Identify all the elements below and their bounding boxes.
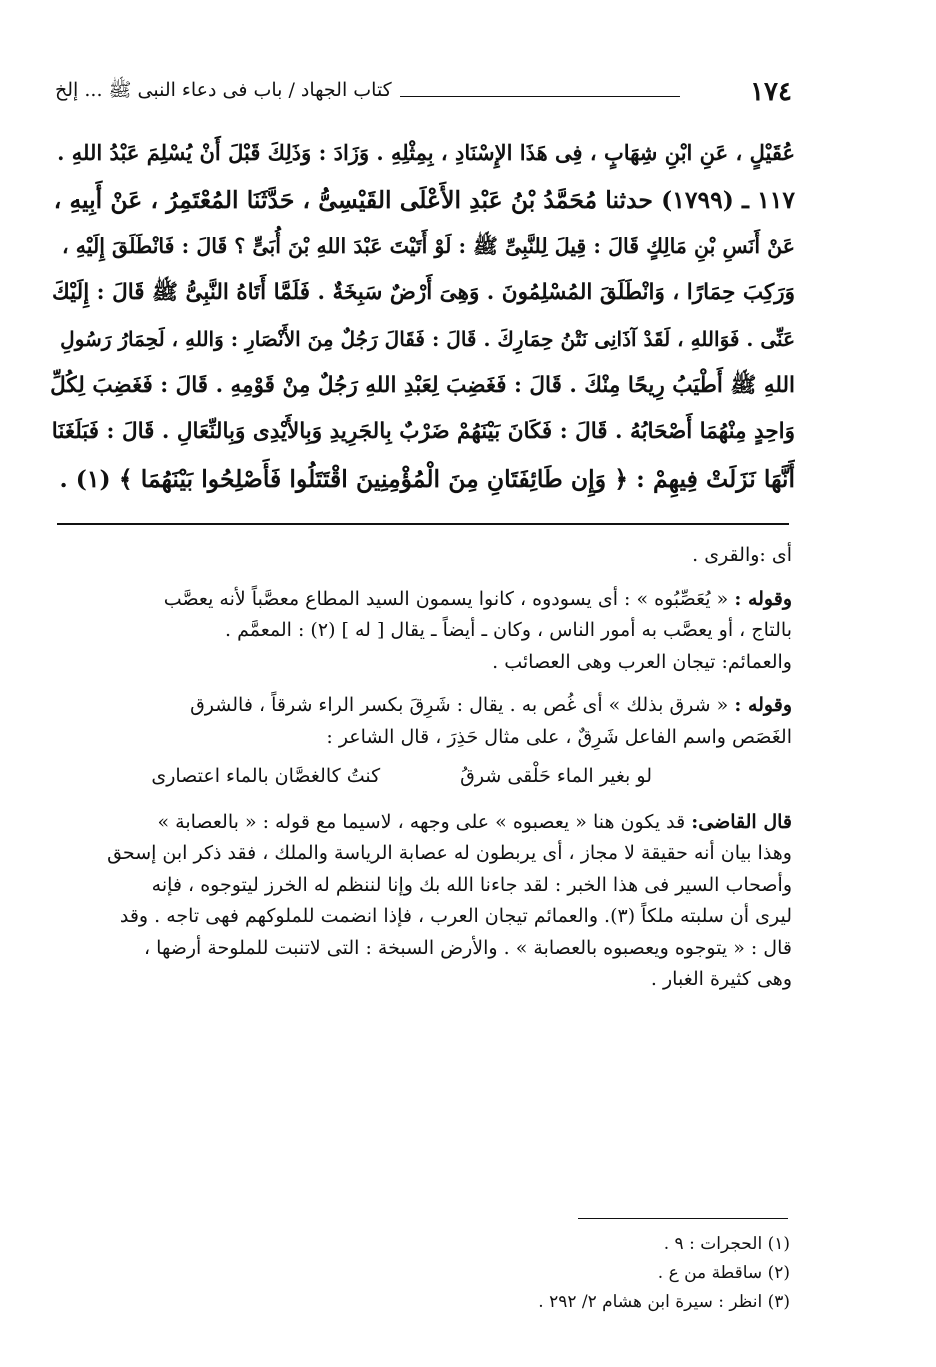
footnote: (١) الحجرات : ٩ . (663, 1234, 790, 1254)
hadith-line: وَرَكِبَ حِمَارًا ، وَانْطَلَقَ المُسْلِمُونَ . وَهِىَ أَرْضٌ سَبِخَةٌ . فَلَمَّا أَتَاهُ النَّبِىُّ ﷺ قَالَ : إِلَيْكَ (52, 279, 795, 305)
header-rule (400, 96, 680, 97)
footnote: (٢) ساقطة من ع . (657, 1263, 790, 1283)
hadith-line: وَاحِدٍ مِنْهُمَا أَصْحَابُهُ . قَالَ : فَكَانَ بَيْنَهُمْ ضَرْبٌ بِالجَرِيدِ وَبِالأَيْدِى وَبِالنِّعَالِ . قَالَ : فَبَلَغَنَا (51, 419, 795, 444)
commentary-line: قال : « يتوجوه ويعصبوه بالعصابة » . والأرض السبخة : التى لاتنبت للملوحة أرضها ، (144, 936, 792, 959)
text-commentary-divider (57, 523, 789, 525)
hadith-line: عَنْ أَنَسِ بْنِ مَالِكٍ قَالَ : قِيلَ لِلنَّبِىِّ ﷺ : لَوْ أَتَيْتَ عَبْدَ اللهِ بْنَ أُبَىٍّ ؟ قَالَ : فَانْطَلَقَ إِلَيْهِ ، (62, 234, 795, 258)
footnote-rule (578, 1218, 788, 1219)
hadith-line: عَنِّى . فَوَاللهِ ، لَقَدْ آذَانِى نَتْنُ حِمَارِكَ . قَالَ : فَقَالَ رَجُلٌ مِنَ الأَنْصَارِ : وَاللهِ ، لَحِمَارُ رَسُولِ (60, 327, 795, 351)
commentary-text: « شرق بذلك » أى غُص به . يقال : شَرِقَ بكسر الراء شرقاً ، فالشرق (190, 694, 729, 716)
hadith-line: ١١٧ ـ (١٧٩٩) حدثنا مُحَمَّدُ بْنُ عَبْدِ الأَعْلَى القَيْسِىُّ ، حَدَّثَنَا المُعْتَمِرُ ، عَنْ أَبِيهِ ، (53, 185, 795, 214)
commentary-lead: قال القاضى: (691, 810, 792, 833)
commentary-line (52, 690, 792, 722)
paragraph-gap (52, 678, 792, 690)
commentary-line: الغَصَص واسم الفاعل شَرِقٌ ، على مثال حَذِرَ ، قال الشاعر : (326, 725, 792, 748)
paragraph-gap (52, 572, 792, 584)
commentary-line: أى :والقرى . (692, 544, 792, 566)
hadith-text (50, 130, 795, 502)
hadith-line: اللهِ ﷺ أَطْيَبُ رِيحًا مِنْكَ . قَالَ : فَغَضِبَ لِعَبْدِ اللهِ رَجُلٌ مِنْ قَوْمِهِ . قَالَ : فَغَضِبَ لِكُلِّ (50, 372, 795, 398)
commentary-line: وهى كثيرة الغبار . (650, 968, 792, 990)
commentary-lead: وقوله : (734, 587, 792, 610)
commentary-lead: وقوله : (734, 694, 792, 716)
commentary-line (52, 807, 792, 839)
commentary-line: وهذا بيان أنه حقيقة لا مجاز ، أى يربطون له عصابة الرياسة والملك ، فقد ذكر ابن إسحق (107, 842, 792, 864)
verse-first-hemistich: لو بغير الماء حَلْقى شرقُ (460, 765, 652, 787)
footnotes (420, 1230, 790, 1317)
commentary-text: « يُعَصِّبُوه » : أى يسودوه ، كانوا يسمون السيد المطاع معصَّباً لأنه يعصَّب (163, 587, 729, 610)
commentary-line: والعمائم: تيجان العرب وهى العصائب . (492, 650, 792, 673)
running-title: كتاب الجهاد / باب فى دعاء النبى ﷺ ... إلخ (55, 79, 392, 101)
hadith-line: أَنَّهَا نَزَلَتْ فِيهِمْ : ﴿ وَإِن طَائِفَتَانِ مِنَ الْمُؤْمِنِينَ اقْتَتَلُوا فَأَصْلِحُوا بَيْنَهُمَا ﴾ (١) . (59, 464, 795, 493)
hadith-line: عُقَيْلٍ ، عَنِ ابْنِ شِهَابٍ ، فِى هَذَا الإِسْنَادِ ، بِمِثْلِهِ . وَزَادَ : وَذَلِكَ قَبْلَ أَنْ يُسْلِمَ عَبْدُ اللهِ . (57, 140, 795, 165)
running-title-wrap (55, 78, 680, 106)
poetry-verse (52, 761, 792, 793)
commentary-section (52, 540, 792, 996)
commentary-line: وأصحاب السير فى هذا الخبر : لقد جاءنا الله بك وإنا لننظم له الخرز ليتوجوه ، فإنه (151, 873, 792, 896)
page-number: ١٧٤ (750, 77, 792, 107)
footnote: (٣) انظر : سيرة ابن هشام ٢/ ٢٩٢ . (538, 1292, 790, 1312)
commentary-text: قد يكون هنا « يعصبوه » على وجهه ، لاسيما مع قوله : « بالعصابة » (157, 810, 686, 833)
page-header (55, 72, 792, 112)
commentary-line: بالتاج ، أو يعصَّب به أمور الناس ، وكان ـ أيضاً ـ يقال [ له ] (٢) : المعمَّم . (225, 619, 792, 641)
verse-second-hemistich: كنتُ كالغصَّان بالماء اعتصارى (151, 765, 381, 787)
commentary-line: ليرى أن سلبته ملكاً (٣). والعمائم تيجان العرب ، فإذا انضمت للملوكهم فهى تاجه . وقد (119, 905, 792, 927)
commentary-line (52, 584, 792, 616)
